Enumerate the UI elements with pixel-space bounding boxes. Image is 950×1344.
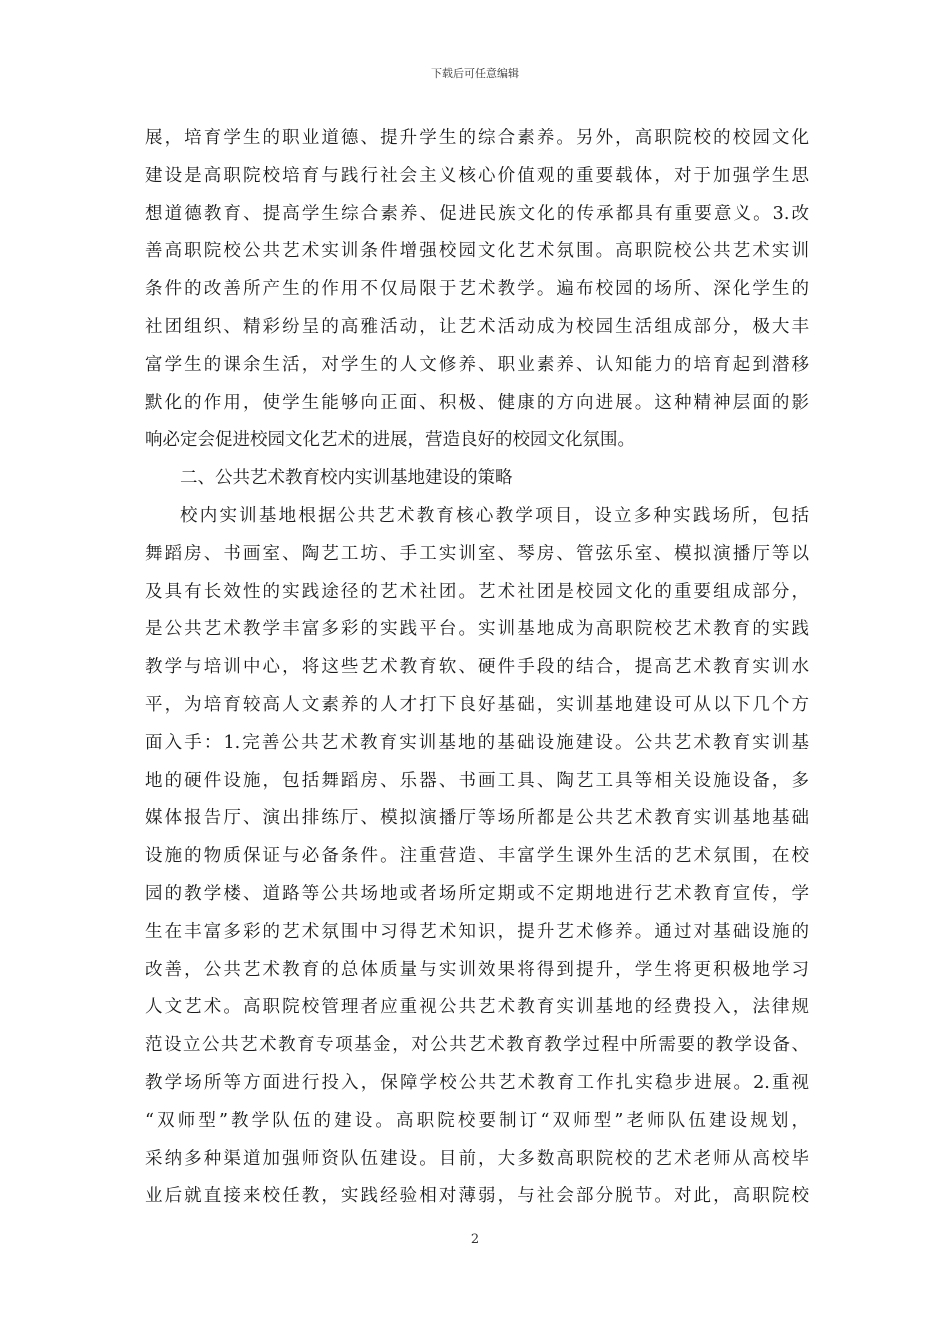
text-line: 展，培育学生的职业道德、提升学生的综合素养。另外，高职院校的校园文化 [145, 128, 809, 148]
text-line: 改善，公共艺术教育的总体质量与实训效果将得到提升，学生将更积极地学习 [145, 959, 809, 980]
page-header: 下载后可任意编辑 [431, 67, 519, 80]
text-line: 生在丰富多彩的艺术氛围中习得艺术知识，提升艺术修养。通过对基础设施的 [145, 921, 809, 942]
text-line: 地的硬件设施，包括舞蹈房、乐器、书画工具、陶艺工具等相关设施设备，多 [145, 770, 809, 791]
text-line: 设施的物质保证与必备条件。注重营造、丰富学生课外生活的艺术氛围，在校 [145, 846, 809, 867]
text-line: 是公共艺术教学丰富多彩的实践平台。实训基地成为高职院校艺术教育的实践 [145, 619, 809, 640]
text-line: 业后就直接来校任教，实践经验相对薄弱，与社会部分脱节。对此，高职院校 [145, 1186, 809, 1207]
text-line: 富学生的课余生活，对学生的人文修养、职业素养、认知能力的培育起到潜移 [145, 354, 809, 375]
text-line: 校内实训基地根据公共艺术教育核心教学项目，设立多种实践场所，包括 [180, 505, 809, 526]
page-number: 2 [470, 1232, 480, 1247]
text-line: 平，为培育较高人文素养的人才打下良好基础，实训基地建设可从以下几个方 [145, 694, 809, 715]
text-line: 面入手：1.完善公共艺术教育实训基地的基础设施建设。公共艺术教育实训基 [145, 732, 809, 753]
text-line: 媒体报告厅、演出排练厅、模拟演播厅等场所都是公共艺术教育实训基地基础 [145, 808, 809, 829]
text-line: 范设立公共艺术教育专项基金，对公共艺术教育教学过程中所需要的教学设备、 [145, 1035, 809, 1056]
text-line: 采纳多种渠道加强师资队伍建设。目前，大多数高职院校的艺术老师从高校毕 [145, 1148, 809, 1169]
text-line: 人文艺术。高职院校管理者应重视公共艺术教育实训基地的经费投入，法律规 [145, 997, 809, 1018]
text-line: 舞蹈房、书画室、陶艺工坊、手工实训室、琴房、管弦乐室、模拟演播厅等以 [145, 543, 809, 564]
text-line: 建设是高职院校培育与践行社会主义核心价值观的重要载体，对于加强学生思 [145, 165, 809, 186]
text-line: 条件的改善所产生的作用不仅局限于艺术教学。遍布校园的场所、深化学生的 [145, 279, 809, 300]
text-line: 及具有长效性的实践途径的艺术社团。艺术社团是校园文化的重要组成部分， [145, 581, 809, 602]
text-line: 默化的作用，使学生能够向正面、积极、健康的方向进展。这种精神层面的影 [145, 392, 809, 413]
text-line: 响必定会促进校园文化艺术的进展，营造良好的校园文化氛围。 [145, 430, 635, 451]
text-line: 社团组织、精彩纷呈的高雅活动，让艺术活动成为校园生活组成部分，极大丰 [145, 316, 809, 337]
text-line: 想道德教育、提高学生综合素养、促进民族文化的传承都具有重要意义。3.改 [145, 203, 809, 224]
section-heading: 二、公共艺术教育校内实训基地建设的策略 [180, 468, 513, 489]
text-line: 善高职院校公共艺术实训条件增强校园文化艺术氛围。高职院校公共艺术实训 [145, 241, 809, 262]
text-line: 教学与培训中心，将这些艺术教育软、硬件手段的结合，提高艺术教育实训水 [145, 657, 809, 678]
body-text [145, 120, 809, 1216]
text-line: 园的教学楼、道路等公共场地或者场所定期或不定期地进行艺术教育宣传，学 [145, 883, 809, 904]
text-line: “双师型”教学队伍的建设。高职院校要制订“双师型”老师队伍建设规划， [145, 1110, 809, 1131]
text-line: 教学场所等方面进行投入，保障学校公共艺术教育工作扎实稳步进展。2.重视 [145, 1072, 809, 1093]
